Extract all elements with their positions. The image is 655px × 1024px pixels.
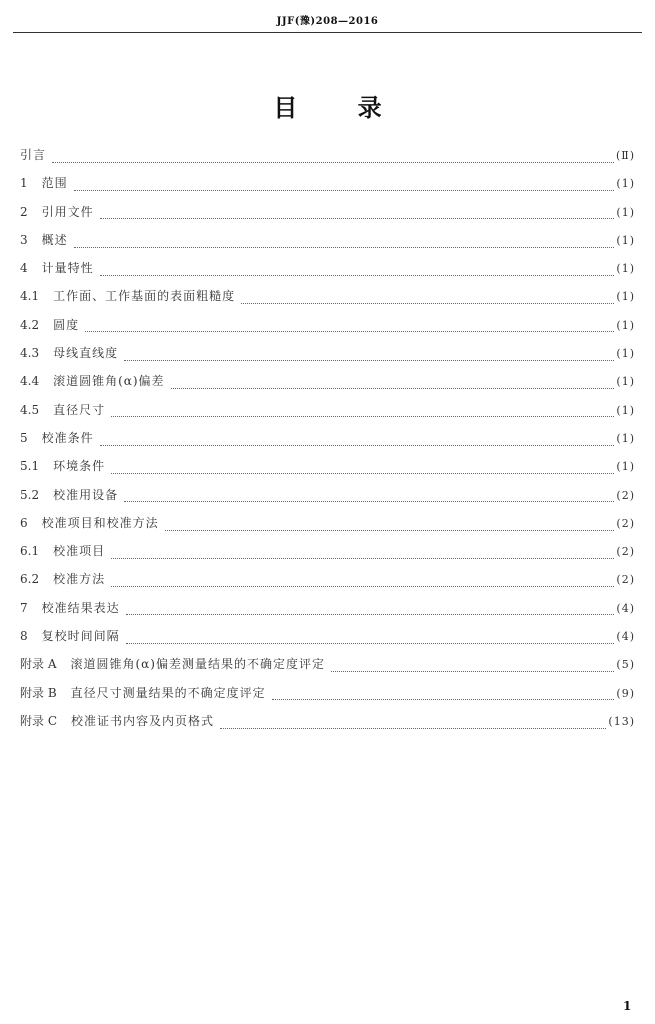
header-rule [13,32,642,33]
toc-leader-dots [126,643,615,644]
table-of-contents [20,146,635,740]
toc-leader-dots [124,360,614,361]
toc-entry-page: (9) [616,686,635,700]
toc-leader-dots [111,558,614,559]
toc-entry-page: (1) [616,318,635,332]
toc-entry-title: 引言 [20,148,47,162]
toc-entry-title: 引用文件 [41,204,94,219]
toc-entry-page: (2) [616,488,635,502]
toc-entry-number: 附录 A [20,657,57,672]
toc-entry [20,684,635,712]
toc-entry [20,627,635,655]
toc-entry-title: 校准项目 [53,544,106,559]
toc-entry [20,259,635,287]
toc-leader-dots [272,699,615,700]
toc-leader-dots [111,473,614,474]
toc-leader-dots [165,530,615,531]
toc-entry-number: 4.4 [20,374,40,389]
toc-entry-page: (4) [616,630,635,644]
toc-entry [20,174,635,202]
toc-entry-number: 6 [20,515,28,530]
toc-leader-dots [100,275,615,276]
toc-entry-number: 1 [20,176,28,191]
toc-entry-number: 附录 C [20,713,57,728]
toc-entry [20,429,635,457]
toc-entry-title: 母线直线度 [53,346,119,361]
toc-leader-dots [124,501,614,502]
toc-entry-number: 5 [20,430,28,445]
toc-entry-title: 计量特性 [41,261,94,276]
toc-entry-page: (1) [616,375,635,389]
toc-entry-number: 3 [20,232,28,247]
toc-entry [20,570,635,598]
toc-entry [20,712,635,740]
toc-entry-title: 校准结果表达 [41,600,120,615]
toc-entry-number: 5.1 [20,459,40,474]
toc-entry-title: 滚道圆锥角(α)偏差 [53,374,165,389]
toc-entry-title: 工作面、工作基面的表面粗糙度 [53,289,236,304]
document-header-code: JJF(豫)208—2016 [276,16,379,27]
toc-leader-dots [111,416,614,417]
toc-entry [20,146,635,174]
toc-entry-title: 概述 [41,232,68,247]
toc-entry-number: 附录 B [20,685,57,700]
toc-leader-dots [74,247,615,248]
toc-entry [20,316,635,344]
toc-entry-number: 4 [20,261,28,276]
toc-entry-number: 4.3 [20,346,40,361]
toc-leader-dots [100,445,615,446]
toc-leader-dots [100,218,615,219]
toc-entry-title: 校准方法 [53,572,106,587]
toc-entry-title: 环境条件 [53,459,106,474]
toc-entry-page: (5) [616,658,635,672]
toc-entry-title: 直径尺寸测量结果的不确定度评定 [70,685,266,700]
toc-entry-number: 4.5 [20,402,40,417]
toc-leader-dots [241,303,614,304]
toc-entry-page: (1) [616,262,635,276]
toc-entry [20,655,635,683]
toc-entry-page: (Ⅱ) [615,149,635,162]
toc-entry-number: 6.2 [20,572,40,587]
toc-entry [20,372,635,400]
toc-entry-number: 2 [20,204,28,219]
toc-entry-number: 6.1 [20,544,40,559]
toc-leader-dots [85,331,614,332]
toc-entry-title: 滚道圆锥角(α)偏差测量结果的不确定度评定 [70,657,325,672]
toc-leader-dots [52,162,614,163]
toc-entry-page: (2) [616,516,635,530]
toc-entry [20,514,635,542]
toc-entry-number: 4.2 [20,317,40,332]
toc-entry-page: (1) [616,177,635,191]
toc-entry-title: 范围 [41,176,68,191]
toc-entry [20,344,635,372]
toc-entry-title: 直径尺寸 [53,402,106,417]
toc-entry [20,287,635,315]
toc-leader-dots [171,388,615,389]
toc-entry-title: 校准用设备 [53,487,119,502]
toc-entry-number: 8 [20,629,28,644]
toc-leader-dots [74,190,615,191]
page-title: 目 录 [273,94,382,122]
toc-entry-title: 复校时间间隔 [41,629,120,644]
toc-entry-number: 5.2 [20,487,40,502]
toc-entry-page: (1) [616,205,635,219]
toc-entry [20,203,635,231]
toc-entry-page: (1) [616,403,635,417]
toc-entry [20,231,635,259]
toc-leader-dots [331,671,614,672]
toc-entry-page: (2) [616,573,635,587]
toc-entry [20,457,635,485]
toc-leader-dots [111,586,614,587]
toc-entry-number: 7 [20,600,28,615]
toc-leader-dots [126,614,615,615]
toc-entry-title: 圆度 [53,317,80,332]
toc-entry-page: (1) [616,347,635,361]
toc-entry-title: 校准项目和校准方法 [41,515,159,530]
toc-entry [20,542,635,570]
toc-entry-page: (1) [616,431,635,445]
toc-entry [20,486,635,514]
toc-entry-title: 校准条件 [41,430,94,445]
toc-entry-page: (4) [616,601,635,615]
toc-entry [20,599,635,627]
toc-entry [20,401,635,429]
page-number: 1 [623,999,632,1013]
toc-leader-dots [220,728,606,729]
toc-entry-number: 4.1 [20,289,40,304]
toc-entry-title: 校准证书内容及内页格式 [71,713,215,728]
toc-entry-page: (1) [616,233,635,247]
toc-entry-page: (1) [616,460,635,474]
toc-entry-page: (2) [616,545,635,559]
toc-entry-page: (1) [616,290,635,304]
toc-entry-page: (13) [608,714,635,728]
